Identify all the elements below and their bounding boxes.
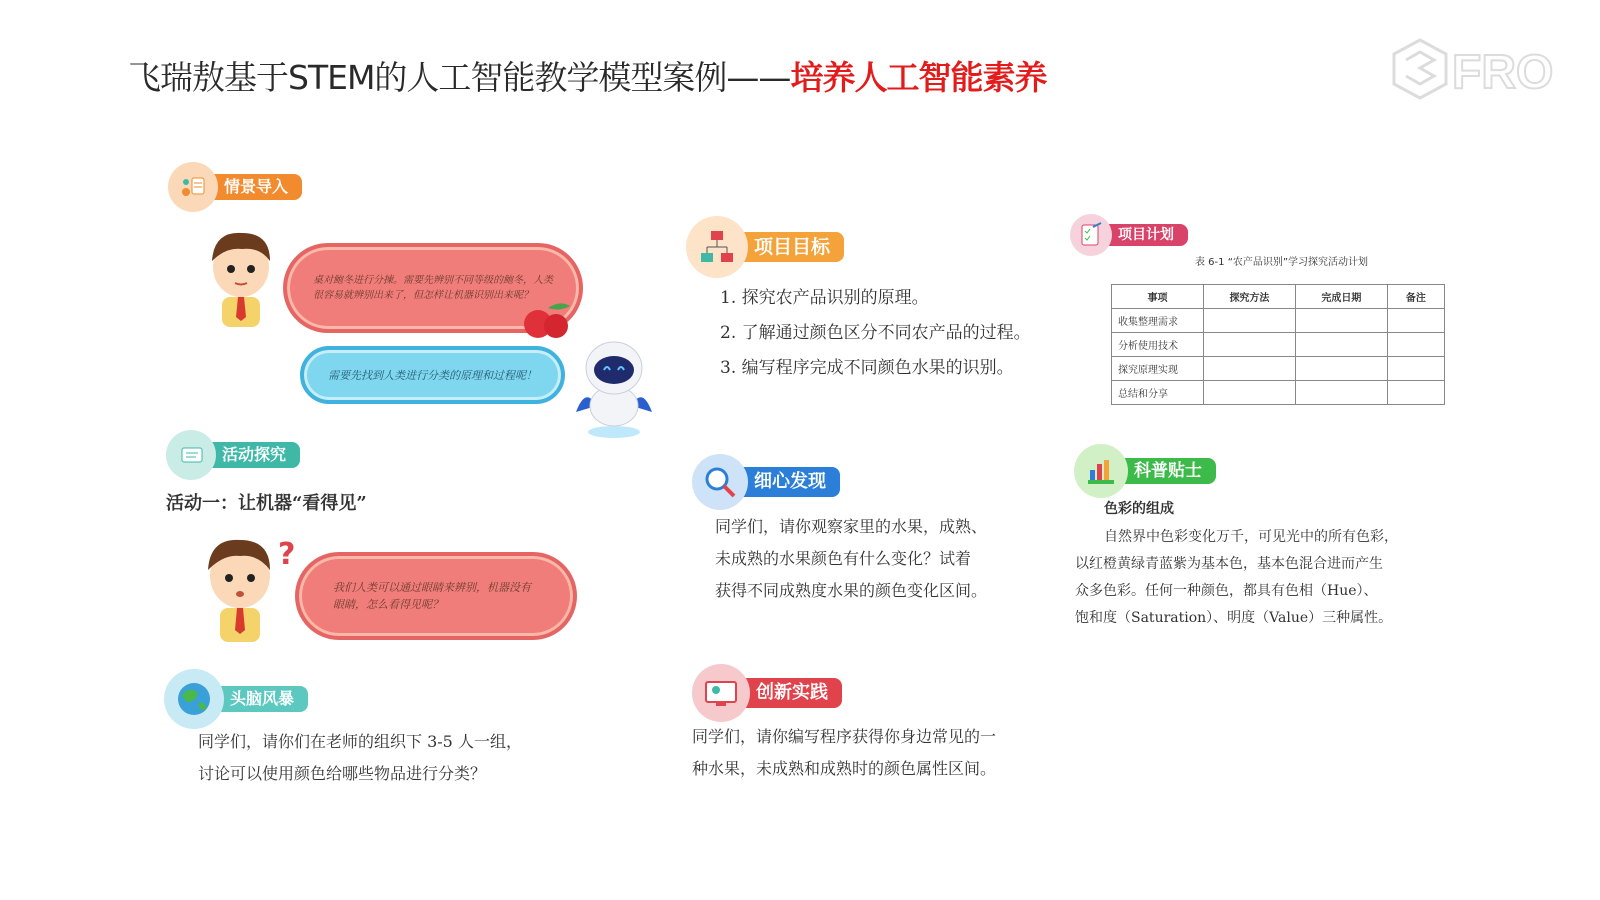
table-cell: 总结和分享	[1112, 381, 1204, 405]
brainstorm-line-2: 讨论可以使用颜色给哪些物品进行分类？	[198, 764, 487, 783]
page-title	[128, 52, 1046, 99]
speech-bubble-3-text: 我们人类可以通过眼睛来辨别，机器没有眼睛，怎么看得见呢？	[333, 581, 531, 611]
globe-icon	[164, 669, 224, 729]
goal-item-2: 2. 了解通过颜色区分不同农产品的过程。	[720, 323, 1031, 343]
table-cell	[1204, 357, 1296, 381]
tag-explore	[166, 440, 300, 470]
boy-thinking-illustration	[200, 225, 282, 335]
activity-heading: 活动一：让机器“看得见”	[166, 493, 367, 514]
activity-plan-table	[1111, 284, 1445, 405]
tag-brainstorm	[164, 684, 308, 714]
table-cell	[1387, 381, 1444, 405]
table-row	[1112, 381, 1445, 405]
brainstorm-line-1: 同学们，请你们在老师的组织下 3-5 人一组，	[198, 732, 522, 751]
bar-chart-icon	[1074, 444, 1128, 498]
practice-line-1: 同学们，请你编写程序获得你身边常见的一	[692, 727, 997, 746]
tag-practice	[692, 678, 842, 708]
fro-logo	[1390, 36, 1576, 106]
table-header: 事项	[1112, 285, 1204, 309]
svg-text:?: ?	[278, 537, 296, 572]
table-cell	[1204, 333, 1296, 357]
table-cell: 探究原理实现	[1112, 357, 1204, 381]
discover-line-3: 获得不同成熟度水果的颜色变化区间。	[715, 581, 988, 600]
tag-tips-label: 科普贴士	[1114, 458, 1216, 484]
table-header: 完成日期	[1295, 285, 1387, 309]
table-cell	[1295, 333, 1387, 357]
speech-bubble-1-text: 桌对鲍冬进行分揀。需要先辨别不同等级的鲍冬，人类很容易就辨别出来了，但怎样让机器识别出来呢？	[313, 275, 553, 301]
tag-goal	[686, 232, 844, 262]
table-row	[1112, 333, 1445, 357]
boy-question-illustration	[196, 530, 296, 652]
magnifier-icon	[692, 454, 748, 510]
table-caption: 表 6-1 “农产品识别”学习探究活动计划	[1195, 257, 1369, 268]
speech-bubble-3	[295, 552, 577, 640]
table-cell	[1295, 309, 1387, 333]
hierarchy-icon	[686, 216, 748, 278]
table-cell	[1204, 381, 1296, 405]
table-cell	[1295, 357, 1387, 381]
tag-brainstorm-label: 头脑风暴	[210, 686, 308, 712]
practice-line-2: 种水果，未成熟和成熟时的颜色属性区间。	[692, 759, 997, 778]
title-main: 飞瑞敖基于STEM的人工智能教学模型案例——	[128, 58, 791, 97]
table-cell	[1387, 333, 1444, 357]
tag-intro-label: 情景导入	[204, 174, 302, 200]
tips-line-2: 以红橙黄绿青蓝紫为基本色，基本色混合进而产生	[1075, 556, 1383, 572]
tag-explore-label: 活动探究	[202, 442, 300, 468]
book-icon	[166, 430, 216, 480]
speech-bubble-2	[300, 346, 565, 404]
tag-intro	[168, 172, 302, 202]
table-row	[1112, 357, 1445, 381]
tag-discover	[692, 467, 840, 497]
tag-practice-label: 创新实践	[736, 678, 842, 708]
tag-plan	[1070, 220, 1188, 250]
monitor-icon	[692, 664, 750, 722]
table-cell	[1295, 381, 1387, 405]
title-accent: 培养人工智能素养	[790, 58, 1047, 97]
table-header-row	[1112, 285, 1445, 309]
goal-item-3: 3. 编写程序完成不同颜色水果的识别。	[720, 358, 1014, 378]
robot-illustration	[566, 336, 662, 440]
goal-item-1: 1. 探究农产品识别的原理。	[720, 288, 929, 308]
tag-plan-label: 项目计划	[1098, 224, 1188, 246]
speech-bubble-2-text: 需要先找到人类进行分类的原理和过程呢！	[328, 369, 537, 382]
tag-discover-label: 细心发现	[734, 467, 840, 497]
table-cell: 分析使用技术	[1112, 333, 1204, 357]
tips-line-1: 自然界中色彩变化万千，可见光中的所有色彩，	[1104, 529, 1398, 545]
table-cell	[1387, 309, 1444, 333]
table-header: 探究方法	[1204, 285, 1296, 309]
checklist-icon	[1070, 214, 1112, 256]
share-icon	[168, 162, 218, 212]
logo-text: FRO	[1452, 46, 1554, 99]
table-cell: 收集整理需求	[1112, 309, 1204, 333]
discover-line-2: 未成熟的水果颜色有什么变化？试着	[715, 549, 972, 568]
tag-goal-label: 项目目标	[734, 232, 844, 262]
tips-heading: 色彩的组成	[1104, 501, 1174, 517]
table-row	[1112, 309, 1445, 333]
tag-tips	[1074, 456, 1216, 486]
table-cell	[1204, 309, 1296, 333]
table-cell	[1387, 357, 1444, 381]
discover-line-1: 同学们，请你观察家里的水果，成熟、	[715, 517, 988, 536]
tips-line-3: 众多色彩。任何一种颜色，都具有色相（Hue）、	[1075, 583, 1378, 599]
tips-line-4: 饱和度（Saturation）、明度（Value）三种属性。	[1075, 610, 1393, 626]
table-header: 备注	[1387, 285, 1444, 309]
